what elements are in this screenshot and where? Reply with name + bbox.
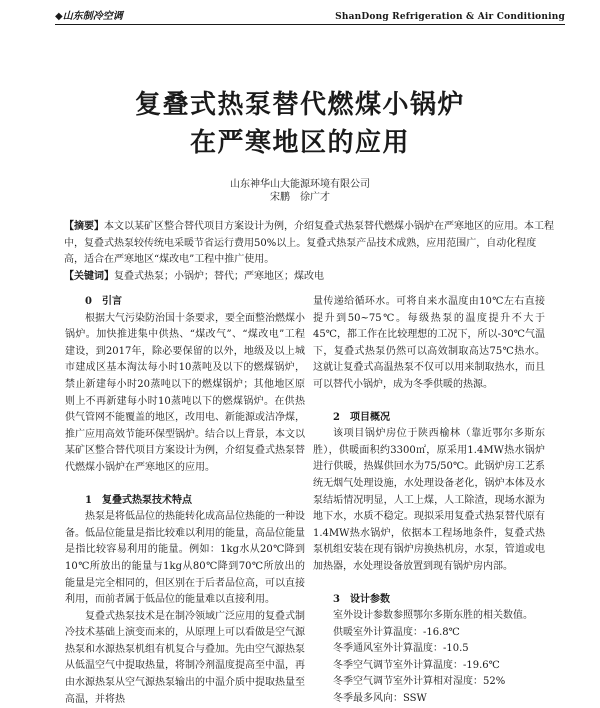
- title-line-1: 复叠式热泵替代燃煤小锅炉: [134, 90, 465, 120]
- section-heading-features: 1 复叠式热泵技术特点: [85, 494, 192, 506]
- features-continued: 量传递给循环水。可将自来水温度由10℃左右直接提升到50~75℃。每级热泵的温度提升不大于45℃，都工作在比较理想的工况下，所以-30℃气温下，复叠式热泵仍然可以高效制取高达75℃热水。这就让复叠式高温热泵不仅可以用来制取热水，而且可以替代小锅炉，成为冬季供暖的热源。: [313, 296, 545, 390]
- abstract-text: 本文以某矿区整合替代项目方案设计为例，介绍复叠式热泵替代燃煤小锅炉在严寒地区的应用。本工程中，复叠式热泵较传统电采暖节省运行费用50%以上。复叠式热泵产品技术成熟，应用范围广，自动化程度高，适合在严寒地区“煤改电”工程中推广使用。: [64, 221, 554, 265]
- journal-name-en: ShanDong Refrigeration & Air Conditioning: [335, 12, 565, 22]
- journal-name-cn: ◆山东制冷空调: [55, 11, 123, 22]
- paper-title: [0, 86, 600, 162]
- param-item: 冬季空气调节室外计算温度：-19.6℃: [333, 659, 500, 671]
- param-list: [313, 625, 545, 708]
- left-column: [65, 294, 305, 708]
- affiliation-block: [0, 178, 600, 204]
- keywords: [64, 269, 555, 286]
- keywords-text: 复叠式热泵；小锅炉；替代；严寒地区；煤改电: [114, 270, 324, 282]
- section-heading-overview: 2 项目概况: [333, 411, 390, 423]
- running-header: [55, 6, 565, 25]
- keywords-label: 【关键词】: [64, 270, 114, 282]
- features-paragraph-1: 热泵是将低品位的热能转化成高品位热能的一种设备。低品位能量是指比较难以利用的能量，高品位能量是指比较容易利用的能量。例如：1kg水从20℃降到10℃所放出的能量与1kg从80℃降到70℃所放出的能量是完全相同的，但区别在于后者品位高，可以直接利用，而前者属于低品位的能量难以直接利用。: [65, 511, 305, 606]
- abstract-label: 【摘要】: [64, 221, 104, 232]
- param-item: 供暖室外计算温度：-16.8℃: [333, 626, 460, 638]
- params-intro: 室外设计参数参照鄂尔多斯东胜的相关数值。: [333, 610, 533, 622]
- features-paragraph-2: 复叠式热泵技术是在制冷领域广泛应用的复叠式制冷技术基础上演变而来的，从原理上可以看做是空气源热泵和水源热泵机组有机复合与叠加。先由空气源热泵从低温空气中提取热量，将制冷剂温度提高至中温，再由水源热泵从空气源热泵输出的中温介质中提取热量至高温，并将热: [65, 610, 305, 705]
- param-item: 冬季通风室外计算温度：-10.5: [333, 643, 469, 655]
- authors: 宋鹏 徐广才: [270, 192, 330, 203]
- title-line-2: 在严寒地区的应用: [189, 128, 410, 158]
- section-heading-intro: 0 引言: [85, 296, 122, 307]
- organization: 山东神华山大能源环境有限公司: [230, 179, 370, 190]
- overview-paragraph: 该项目锅炉房位于陕西榆林（靠近鄂尔多斯东胜），供暖面积约3300㎡，原采用1.4MW热水锅炉进行供暖，热媒供回水为75/50℃。此锅炉房工艺系统无烟气处理设施，水处理设备老化，锅炉本体及水泵结垢情况明显，人工上煤，人工除渣，现场水源为地下水，水质不稳定。现拟采用复叠式热泵替代原有1.4MW热水锅炉，依据本工程场地条件，复叠式热泵机组安装在现有锅炉房换热机房，水泵，管道或电加热器，水处理设备放置到现有锅炉房内部。: [313, 428, 545, 572]
- intro-paragraph: 根据大气污染防治国十条要求，要全面整治燃煤小锅炉。加快推进集中供热、“煤改气”、“煤改电”工程建设，到2017年，除必要保留的以外，地级及以上城市建成区基本淘汰每小时10蒸吨及以下的燃煤锅炉，禁止新建每小时20蒸吨以下的燃煤锅炉；其他地区原则上不再新建每小时10蒸吨以下的燃煤锅炉。在供热供气管网不能覆盖的地区，改用电、新能源或洁净煤，推广应用高效节能环保型锅炉。结合以上背景，本文以某矿区整合替代项目方案设计为例，介绍复叠式热泵替代燃煤小锅炉在严寒地区的应用。: [65, 312, 305, 473]
- section-heading-params: 3 设计参数: [333, 593, 390, 605]
- abstract: [64, 219, 555, 269]
- param-item: 冬季空气调节室外计算相对湿度：52%: [333, 676, 506, 688]
- abstract-block: [64, 219, 555, 285]
- right-column: [313, 294, 545, 708]
- param-item: 冬季最多风向：SSW: [333, 693, 427, 705]
